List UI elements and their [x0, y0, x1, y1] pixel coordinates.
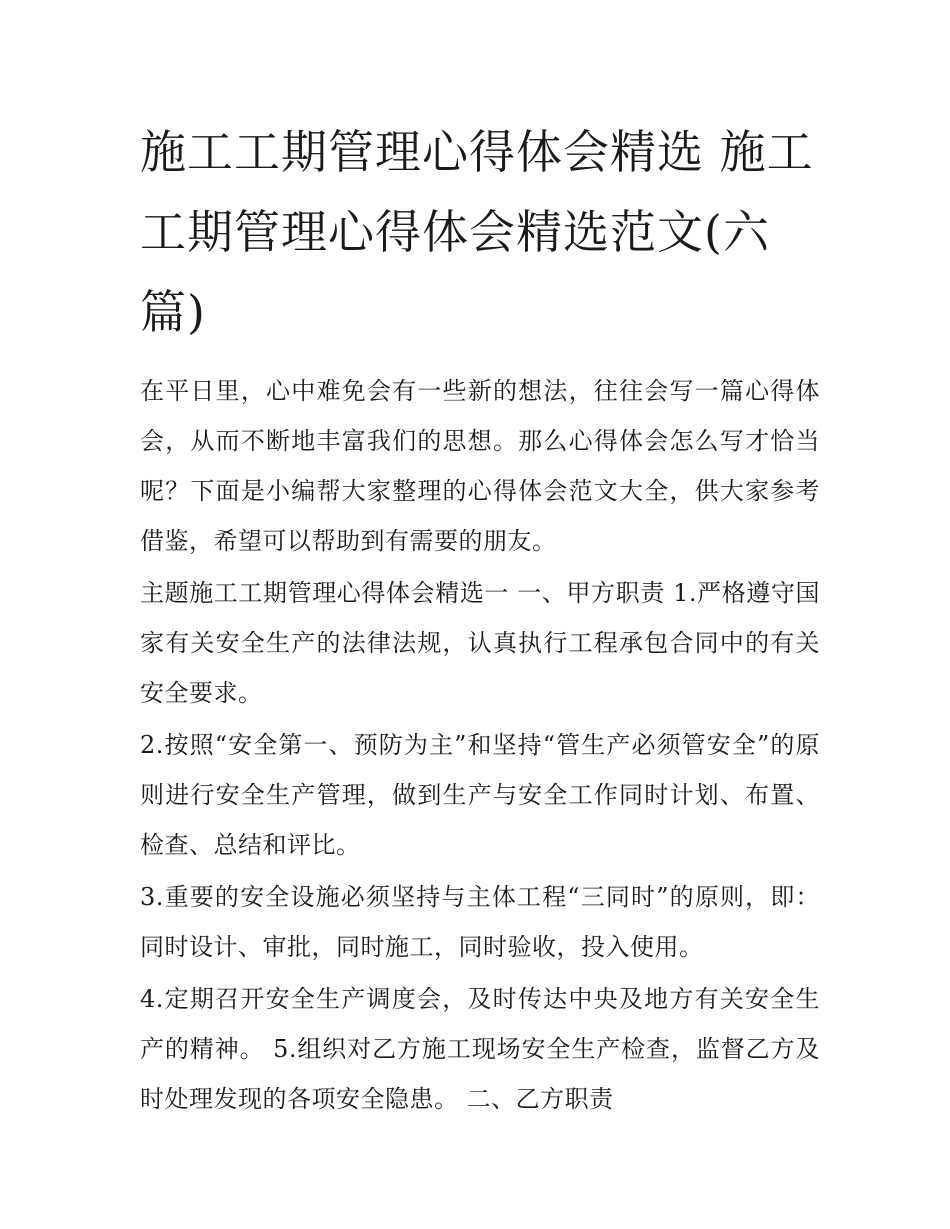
section-one-paragraph: 主题施工工期管理心得体会精选一 一、甲方职责 1.严格遵守国家有关安全生产的法律法规，认真执行工程承包合同中的有关安全要求。: [140, 579, 820, 707]
intro-paragraph: 在平日里，心中难免会有一些新的想法，往往会写一篇心得体会，从而不断地丰富我们的思想。那么心得体会怎么写才恰当呢？下面是小编帮大家整理的心得体会范文大全，供大家参考借鉴，希望可以帮助到有需要的朋友。: [140, 377, 820, 555]
item-2-paragraph: 2.按照“安全第一、预防为主”和坚持“管生产必须管安全”的原则进行安全生产管理，做到生产与安全工作同时计划、布置、检查、总结和评比。: [140, 731, 820, 859]
document-body: [140, 366, 820, 1124]
item-3-paragraph: 3.重要的安全设施必须坚持与主体工程“三同时”的原则，即：同时设计、审批，同时施工，同时验收，投入使用。: [140, 883, 820, 961]
item-4-paragraph: 4.定期召开安全生产调度会，及时传达中央及地方有关安全生产的精神。 5.组织对乙方施工现场安全生产检查，监督乙方及时处理发现的各项安全隐患。 二、乙方职责: [140, 985, 820, 1113]
document-title: 施工工期管理心得体会精选 施工工期管理心得体会精选范文(六篇): [140, 125, 814, 339]
document-page: [140, 112, 820, 1124]
